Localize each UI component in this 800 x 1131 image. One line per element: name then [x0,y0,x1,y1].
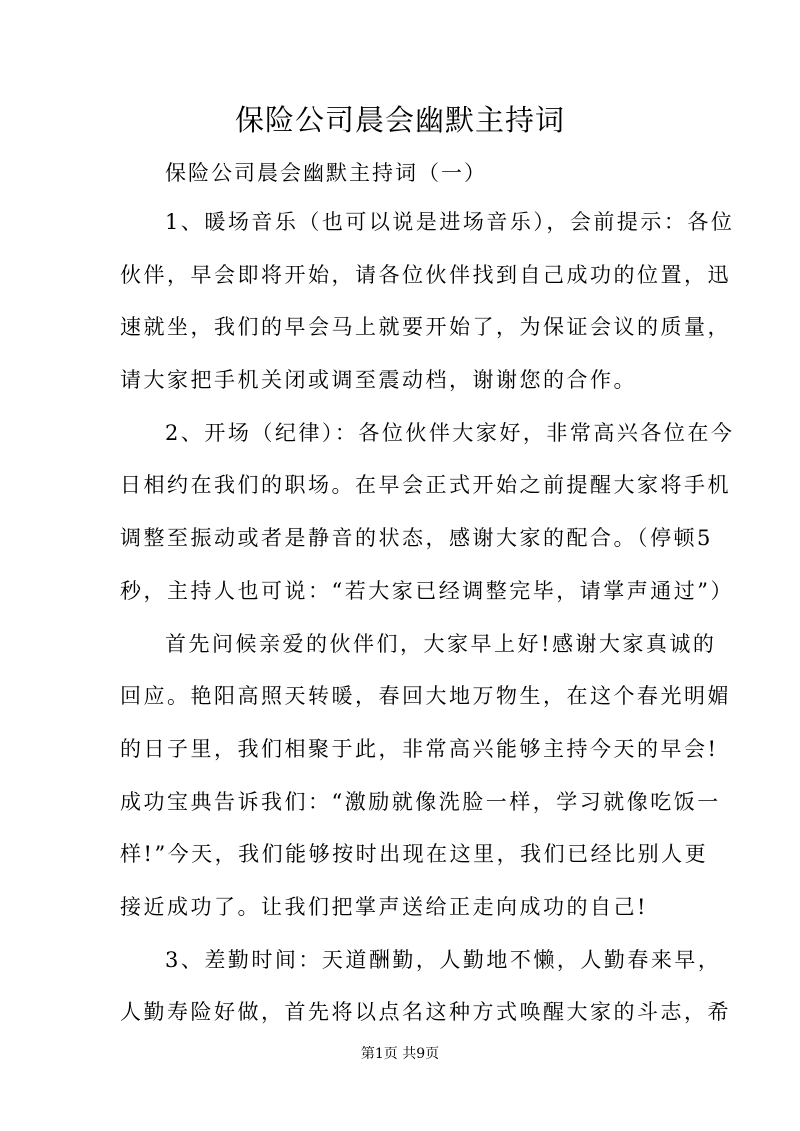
paragraph-line: 回应。艳阳高照天转暖，春回大地万物生，在这个春光明媚 [120,684,731,709]
paragraph-line: 人勤寿险好做，首先将以点名这种方式唤醒大家的斗志，希 [120,1000,731,1025]
page-title: 保险公司晨会幽默主持词 [234,103,565,137]
paragraph-line: 日相约在我们的职场。在早会正式开始之前提醒大家将手机 [120,473,731,498]
paragraph-line: 接近成功了。让我们把掌声送给正走向成功的自己! [120,895,648,920]
paragraph-line: 秒，主持人也可说：“若大家已经调整完毕，请掌声通过”） [120,578,734,603]
paragraph-line: 样!”今天，我们能够按时出现在这里，我们已经比别人更 [120,842,709,867]
paragraph-line: 成功宝典告诉我们：“激励就像洗脸一样，学习就像吃饭一 [120,789,721,814]
paragraph-line: 首先问候亲爱的伙伴们，大家早上好!感谢大家真诚的 [165,631,717,656]
paragraph-1 [120,196,734,407]
paragraph-line: 2、开场（纪律）：各位伙伴大家好，非常高兴各位在今 [165,420,735,445]
paragraph-line: 3、差勤时间：天道酬勤，人勤地不懒，人勤春来早， [165,947,722,972]
paragraph-2 [120,407,734,618]
paragraph-4 [120,934,731,1039]
paragraph-line: 伙伴，早会即将开始，请各位伙伴找到自己成功的位置，迅 [120,262,731,287]
paragraph-line: 的日子里，我们相聚于此，非常高兴能够主持今天的早会! [120,736,719,761]
page-footer: 第1页 共9页 [360,1046,440,1062]
paragraph-line: 调整至振动或者是静音的状态，感谢大家的配合。（停顿5 [120,526,713,551]
paragraph-line: 速就坐，我们的早会马上就要开始了，为保证会议的质量， [120,315,731,340]
document-subtitle: 保险公司晨会幽默主持词（一） [165,161,487,185]
paragraph-3 [120,618,731,934]
paragraph-line: 请大家把手机关闭或调至震动档，谢谢您的合作。 [120,368,637,393]
paragraph-line: 1、暖场音乐（也可以说是进场音乐），会前提示：各位 [165,210,735,234]
